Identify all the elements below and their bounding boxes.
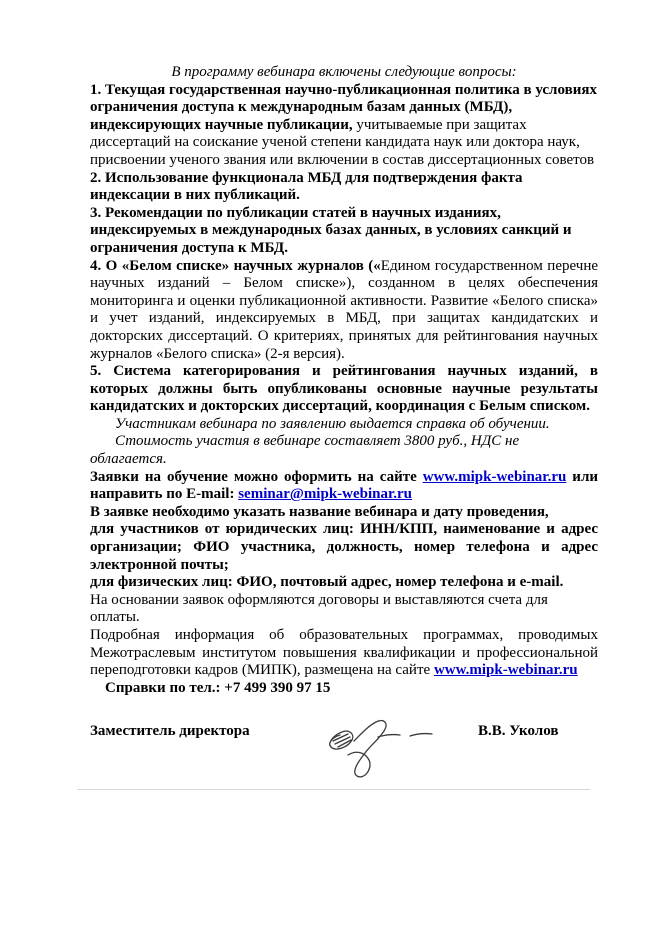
intro-line: В программу вебинара включены следующие вопросы: <box>171 64 517 80</box>
legal-entities-requirements: для участников от юридических лиц: ИНН/КПП, наименование и адрес организации; ФИО участника, должность, номер телефона и адрес электронной почты; <box>90 521 598 573</box>
price-note: Стоимость участия в вебинаре составляет 3800 руб., НДС не облагается. <box>90 433 520 468</box>
requirements-intro: В заявке необходимо указать название вебинара и дату проведения, <box>90 503 549 520</box>
signature-block <box>90 713 598 783</box>
agenda-item-1-rest: учитываемые при защитах диссертаций на соискание ученой степени кандидата наук или доктора наук, присвоении ученого звания или включении в состав диссертационных советов <box>90 116 595 168</box>
agenda-item-3: 3. Рекомендации по публикации статей в научных изданиях, индексируемых в международных базах данных, в условиях санкций и ограничения доступа к МБД. <box>90 204 572 256</box>
program-site-link[interactable]: www.mipk-webinar.ru <box>433 662 578 679</box>
certificate-note: Участникам вебинара по заявлению выдается справка об обучении. <box>115 415 550 432</box>
phone-line: Справки по тел.: +7 499 390 97 15 <box>105 679 331 696</box>
agenda-item-4-rest: Едином государственном перечне научных изданий – Белом списке»), созданном в целях обеспечения мониторинга и оценки публикационной активности. Развитие «Белого списка» и учет изданий, индексируемых в МБД, при защитах кандидатских и докторских диссертаций. О критериях, принятых для рейтингования научных журналов «Белого списка» (2-я версия). <box>90 257 598 362</box>
application-line <box>90 469 598 504</box>
signatory-position: Заместитель директора <box>90 723 250 740</box>
signature-image <box>318 709 448 781</box>
agenda-item-1 <box>90 82 598 170</box>
individuals-requirements: для физических лиц: ФИО, почтовый адрес, номер телефона и e-mail. <box>90 574 564 591</box>
page-divider <box>77 789 590 790</box>
agenda-item-2: 2. Использование функционала МБД для подтверждения факта индексации в них публикаций. <box>90 169 523 204</box>
application-prefix: Заявки на обучение можно оформить на сайте <box>90 468 423 485</box>
signatory-name: В.В. Уколов <box>478 723 559 740</box>
agenda-item-4 <box>90 258 598 364</box>
agenda-item-4-bold: 4. О «Белом списке» научных журналов (« <box>90 257 381 274</box>
application-middle: или направить по E-mail: <box>90 468 598 503</box>
agenda-item-1-bold: 1. Текущая государственная научно-публикационная политика в условиях ограничения доступа к международным базам данных (МБД), индексирующих научные публикации, <box>90 81 597 133</box>
contracts-note: На основании заявок оформляются договоры и выставляются счета для оплаты. <box>90 591 548 626</box>
program-info-prefix: Подробная информация об образовательных программах, проводимых Межотраслевым институтом повышения квалификации и профессиональной переподготовки кадров (МИПК), размещена на сайте <box>90 627 598 679</box>
agenda-item-5: 5. Система категорирования и рейтингования научных изданий, в которых должны быть опубликованы основные научные результаты кандидатских и докторских диссертаций, координация с Белым списком. <box>90 363 598 415</box>
site-link[interactable]: www.mipk-webinar.ru <box>422 468 567 485</box>
email-link[interactable]: seminar@mipk-webinar.ru <box>238 486 413 503</box>
program-info-line <box>90 627 598 680</box>
